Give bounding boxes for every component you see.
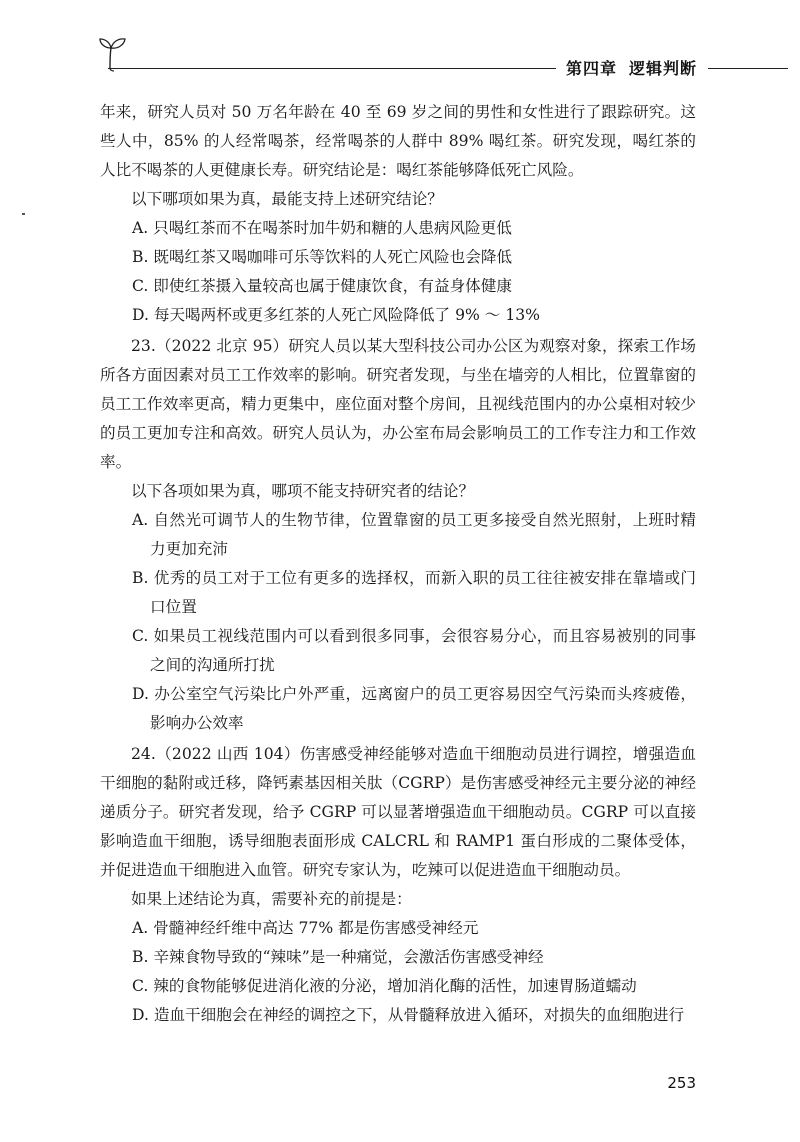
page-header [0,0,800,80]
option-a: A. 自然光可调节人的生物节律，位置靠窗的员工更多接受自然光照射，上班时精力更加充沛 [132,511,696,558]
chapter-heading [566,56,697,79]
section-title: 逻辑判断 [629,59,698,78]
page-number: 253 [667,1074,696,1092]
margin-mark [22,213,25,215]
option-b: B. 优秀的员工对于工位有更多的选择权，而新入职的员工往往被安排在靠墙或门口位置 [132,569,696,616]
question-22 [100,98,696,330]
option-d: D. 办公室空气污染比户外严重，远离窗户的员工更容易因空气污染而头疼疲倦，影响办公效率 [132,685,696,732]
question-stem: 24.（2022 山西 104）伤害感受神经能够对造血干细胞动员进行调控，增强造血干细胞的黏附或迁移，降钙素基因相关肽（CGRP）是伤害感受神经元主要分泌的神经递质分子。研究者发现，给予 CGRP 可以显著增强造血干细胞动员。CGRP 可以直接影响造血干细胞，诱导细胞表面形成 CALCRL 和 RAMP1 蛋白形成的二聚体受体，并促进造血干细胞进入血管。研究专家认为，吃辣可以促进造血干细胞动员。 [100,745,696,879]
question-prompt: 如果上述结论为真，需要补充的前提是： [131,890,412,908]
option-d: D. 每天喝两杯或更多红茶的人死亡风险降低了 9% ～ 13% [132,306,541,324]
option-a: A. 骨髓神经纤维中高达 77% 都是伤害感受神经元 [132,919,479,937]
question-24 [100,740,696,1030]
option-c: C. 如果员工视线范围内可以看到很多同事，会很容易分心，而且容易被别的同事之间的沟通所打扰 [132,627,696,674]
header-rule-left [108,68,556,69]
question-stem: 年来，研究人员对 50 万名年龄在 40 至 69 岁之间的男性和女性进行了跟踪研究。这些人中，85% 的人经常喝茶，经常喝茶的人群中 89% 喝红茶。研究发现，喝红茶的人比不喝茶的人更健康长寿。研究结论是：喝红茶能够降低死亡风险。 [100,103,696,179]
question-23 [100,332,696,738]
option-c: C. 即使红茶摄入量较高也属于健康饮食，有益身体健康 [132,277,512,295]
option-b: B. 辛辣食物导致的“辣味”是一种痛觉，会激活伤害感受神经 [132,948,544,966]
page-body [100,98,696,1032]
option-d: D. 造血干细胞会在神经的调控之下，从骨髓释放进入循环，对损失的血细胞进行 [132,1006,685,1024]
question-prompt: 以下哪项如果为真，最能支持上述研究结论？ [131,190,443,208]
question-prompt: 以下各项如果为真，哪项不能支持研究者的结论？ [131,482,475,500]
header-rule-right [708,68,788,69]
sprout-icon [98,34,128,72]
option-b: B. 既喝红茶又喝咖啡可乐等饮料的人死亡风险也会降低 [132,248,513,266]
chapter-number: 第四章 [566,59,618,78]
question-stem: 23.（2022 北京 95）研究人员以某大型科技公司办公区为观察对象，探索工作场所各方面因素对员工工作效率的影响。研究者发现，与坐在墙旁的人相比，位置靠窗的员工工作效率更高，精力更集中，座位面对整个房间，且视线范围内的办公桌相对较少的员工更加专注和高效。研究人员认为，办公室布局会影响员工的工作专注力和工作效率。 [100,337,696,471]
option-a: A. 只喝红茶而不在喝茶时加牛奶和糖的人患病风险更低 [132,219,512,237]
option-c: C. 辣的食物能够促进消化液的分泌，增加消化酶的活性，加速胃肠道蠕动 [132,977,637,995]
